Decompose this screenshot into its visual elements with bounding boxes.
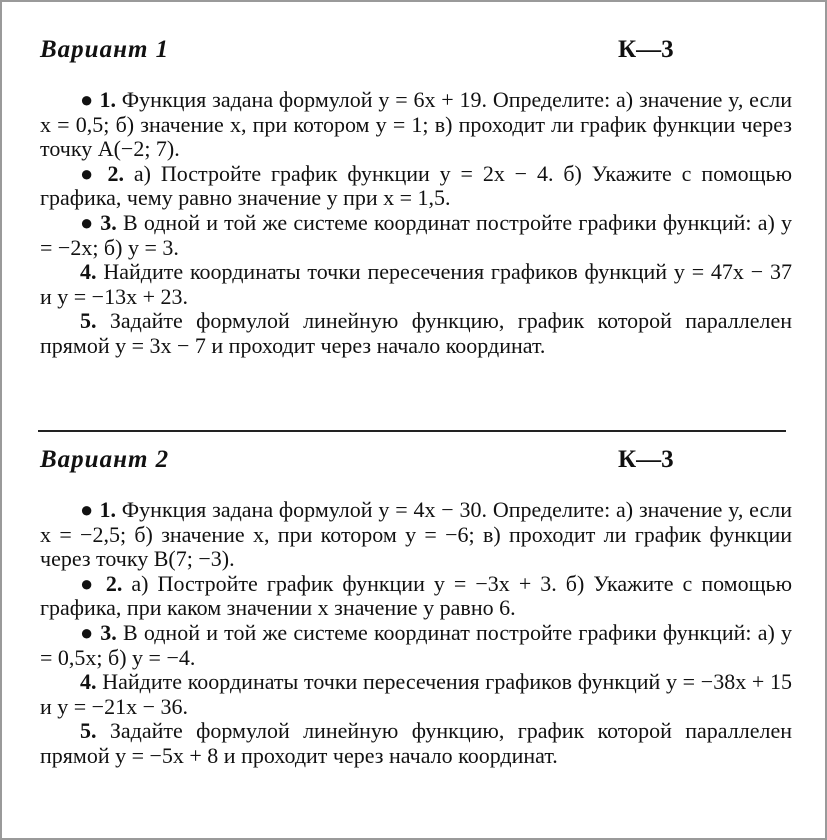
variant-2-task-3: ● 3. В одной и той же системе координат постройте графики функций: а) y = 0,5x; б) y = −4.: [40, 619, 793, 670]
task-number: 3.: [100, 619, 117, 645]
variant-2-task-1: ● 1. Функция задана формулой y = 4x − 30. Определите: а) значение y, если x = −2,5; б) значение x, при котором y = −6; в) проходит ли график функции через точку B(7; −3).: [40, 497, 792, 572]
task-number: 2.: [107, 160, 125, 186]
task-text: Найдите координаты точки пересечения графиков функций y = −38x + 15 и y = −21x − 36.: [40, 669, 793, 719]
variant-1-code: К—3: [618, 36, 674, 63]
variant-1-task-3: ● 3. В одной и той же системе координат постройте графики функций: а) y = −2x; б) y = 3.: [40, 209, 793, 260]
task-text: Функция задана формулой y = 4x − 30. Определите: а) значение y, если x = −2,5; б) значение x, при котором y = −6; в) проходит ли график функции через точку B(7; −3).: [40, 497, 792, 572]
task-text: Задайте формулой линейную функцию, график которой параллелен прямой y = −5x + 8 и проходит через начало координат.: [40, 718, 793, 768]
variant-2-task-5: [40, 719, 792, 768]
variant-1: [40, 36, 792, 359]
task-number: 1.: [99, 87, 116, 112]
task-number: 5.: [80, 308, 97, 334]
task-number: 3.: [100, 209, 117, 235]
variant-2-header: [40, 446, 792, 486]
task-text: В одной и той же системе координат постройте графики функций: а) y = −2x; б) y = 3.: [40, 209, 793, 260]
variant-2-code: К—3: [618, 446, 674, 473]
variant-1-header: [40, 36, 792, 76]
task-number: 4.: [80, 259, 97, 285]
variant-2-title: Вариант 2: [40, 446, 170, 473]
variant-1-task-1: ● 1. Функция задана формулой y = 6x + 19. Определите: а) значение y, если x = 0,5; б) значение x, при котором y = 1; в) проходит ли график функции через точку A(−2; 7).: [40, 87, 792, 162]
variant-1-task-4: [40, 260, 792, 309]
task-text: а) Постройте график функции y = −3x + 3. б) Укажите с помощью графика, при каком значении x значение y равно 6.: [40, 570, 792, 621]
section-divider: [38, 430, 786, 432]
variant-1-title: Вариант 1: [40, 36, 170, 63]
task-number: 2.: [105, 570, 123, 596]
task-text: Задайте формулой линейную функцию, график которой параллелен прямой y = 3x − 7 и проходит через начало координат.: [40, 308, 793, 358]
task-number: 5.: [80, 718, 97, 744]
variant-2-task-2: ● 2. а) Постройте график функции y = −3x + 3. б) Укажите с помощью графика, при каком значении x значение y равно 6.: [40, 570, 792, 621]
task-text: Функция задана формулой y = 6x + 19. Определите: а) значение y, если x = 0,5; б) значение x, при котором y = 1; в) проходит ли график функции через точку A(−2; 7).: [40, 87, 792, 162]
task-text: В одной и той же системе координат постройте графики функций: а) y = 0,5x; б) y = −4.: [40, 619, 793, 670]
task-text: а) Постройте график функции y = 2x − 4. б) Укажите с помощью графика, чему равно значение y при x = 1,5.: [40, 160, 793, 211]
variant-2-task-4: [40, 670, 792, 719]
variant-1-task-5: [40, 309, 792, 358]
task-number: 1.: [99, 497, 116, 522]
task-number: 4.: [80, 669, 97, 695]
task-text: Найдите координаты точки пересечения графиков функций y = 47x − 37 и y = −13x + 23.: [40, 259, 793, 309]
variant-1-task-2: ● 2. а) Постройте график функции y = 2x − 4. б) Укажите с помощью графика, чему равно значение y при x = 1,5.: [40, 160, 793, 211]
variant-2: [40, 446, 792, 769]
